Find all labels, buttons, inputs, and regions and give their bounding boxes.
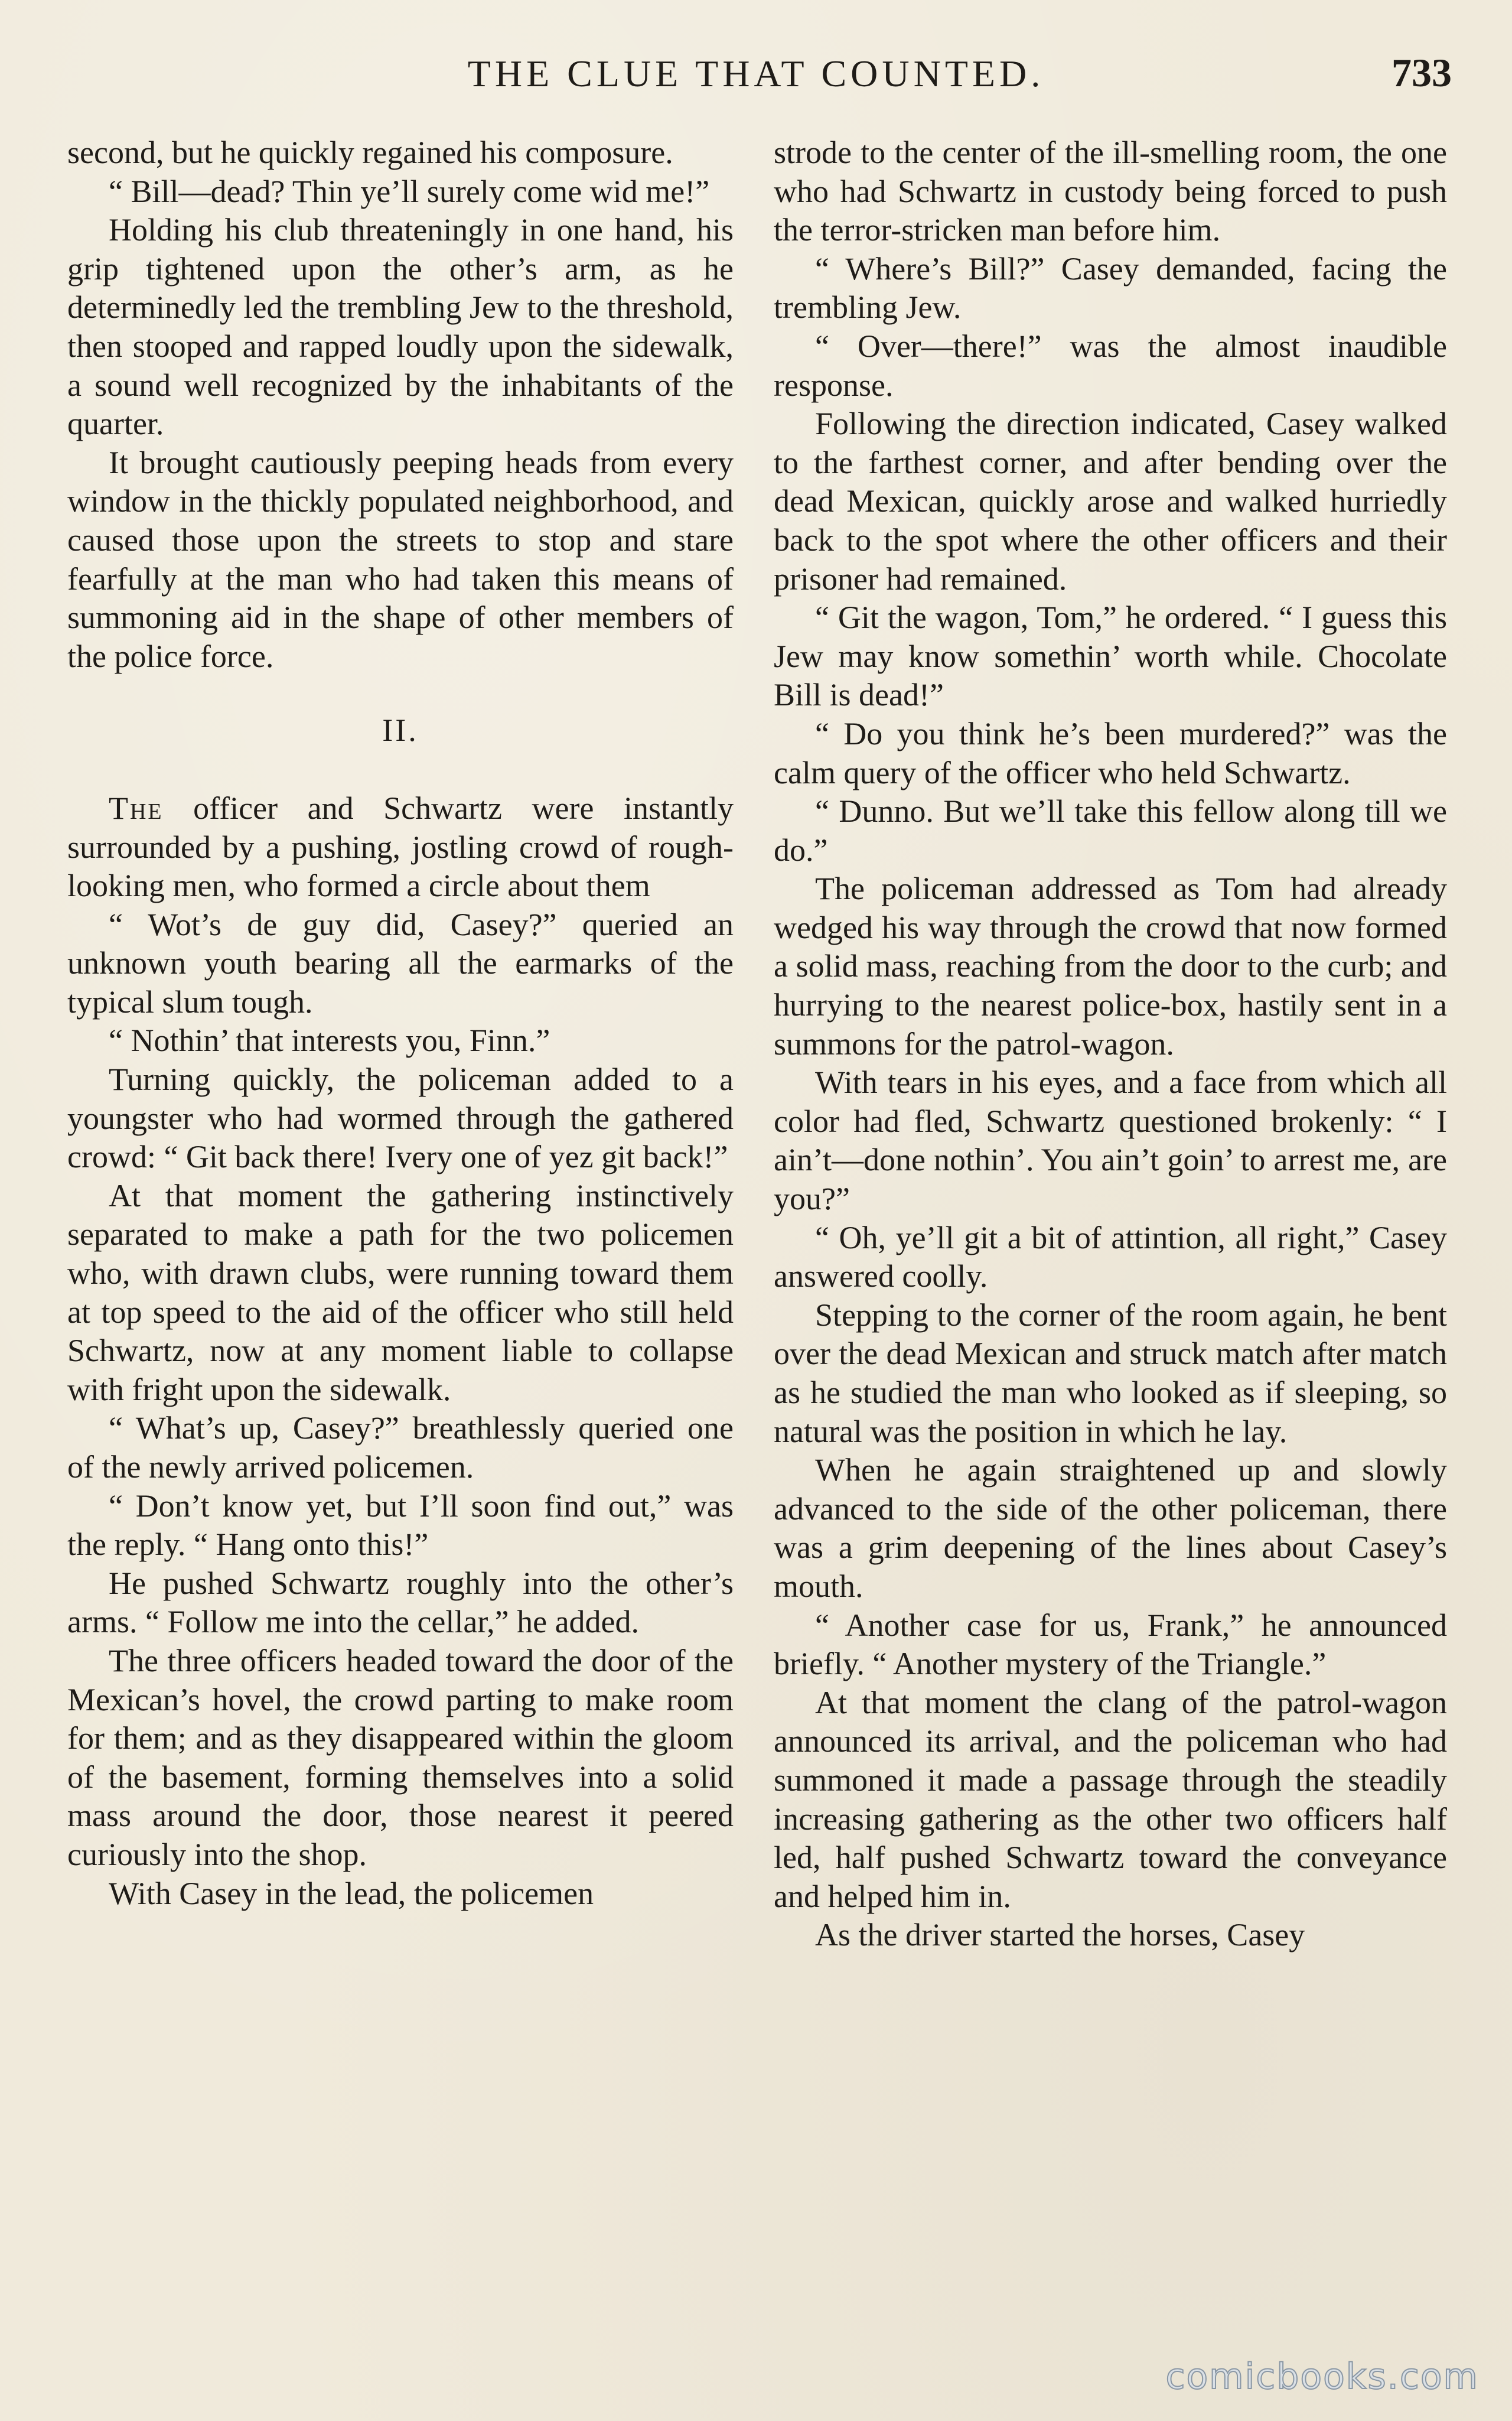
paragraph: “ Over—there!” was the almost inaudible response.	[774, 328, 1447, 403]
section-heading: II.	[382, 712, 419, 749]
paragraph	[67, 789, 734, 906]
page-number: 733	[1392, 50, 1452, 95]
paragraph: “ Oh, ye’ll git a bit of attintion, all right,” Casey answered coolly.	[774, 1219, 1447, 1294]
paragraph: The policeman addressed as Tom had already wedged his way through the crowd that now formed a solid mass, reaching from the door to the curb; and hurrying to the nearest police-box, hastily sent in a summons for the patrol-wagon.	[774, 871, 1447, 1062]
page-header	[0, 52, 1512, 105]
paragraph: He pushed Schwartz roughly into the other’s arms. “ Follow me into the cellar,” he added.	[67, 1565, 734, 1640]
paragraph: “ Nothin’ that interests you, Finn.”	[109, 1023, 550, 1059]
paragraph: When he again straightened up and slowly advanced to the side of the other policeman, there was a grim deepening of the lines about Casey’s mouth.	[774, 1452, 1447, 1604]
watermark-logo: comicbooks.com	[1165, 2356, 1479, 2397]
left-column	[67, 134, 734, 1913]
paragraph: As the driver started the horses, Casey	[815, 1917, 1305, 1953]
paragraph: Stepping to the corner of the room again, he bent over the dead Mexican and struck match after match as he studied the man who looked as if sleeping, so natural was the position in which he lay.	[774, 1297, 1447, 1449]
paragraph: Holding his club threateningly in one hand, his grip tightened upon the other’s arm, as he determinedly led the trembling Jew to the threshold, then stooped and rapped loudly upon the sidewalk, a sound well recognized by the inhabitants of the quarter.	[67, 212, 734, 442]
paragraph: “ Do you think he’s been murdered?” was the calm query of the officer who held Schwartz.	[774, 715, 1447, 790]
paragraph: At that moment the gathering instinctively separated to make a path for the two policemen who, with drawn clubs, were running toward them at top speed to the aid of the officer who still held Schwartz, now at any moment liable to collapse with fright upon the sidewalk.	[67, 1177, 734, 1407]
running-title: THE CLUE THAT COUNTED.	[467, 53, 1045, 95]
paragraph: “ What’s up, Casey?” breathlessly queried one of the newly arrived policemen.	[67, 1410, 734, 1485]
paragraph: “ Don’t know yet, but I’ll soon find out,” was the reply. “ Hang onto this!”	[67, 1488, 734, 1563]
drop-lead-word: The	[109, 790, 164, 826]
paragraph: With tears in his eyes, and a face from which all color had fled, Schwartz questioned brokenly: “ I ain’t—done nothin’. You ain’t goin’ to arrest me, are you?”	[774, 1065, 1447, 1217]
paragraph: “ Dunno. But we’ll take this fellow along till we do.”	[774, 793, 1447, 868]
paragraph: With Casey in the lead, the policemen	[109, 1875, 594, 1911]
paragraph: The three officers headed toward the door of the Mexican’s hovel, the crowd parting to make room for them; and as they disappeared within the gloom of the basement, forming themselves into a solid mass around the door, those nearest it peered curiously into the shop.	[67, 1642, 734, 1872]
paragraph: “ Where’s Bill?” Casey demanded, facing the trembling Jew.	[774, 250, 1447, 326]
paragraph-text: officer and Schwartz were instantly surrounded by a pushing, jostling crowd of rough-looking men, who formed a circle about them	[67, 790, 734, 904]
paragraph: second, but he quickly regained his composure.	[67, 135, 673, 170]
paragraph: It brought cautiously peeping heads from every window in the thickly populated neighborhood, and caused those upon the streets to stop and stare fearfully at the man who had taken this means of summoning aid in the shape of other members of the police force.	[67, 444, 734, 674]
paragraph: “ Another case for us, Frank,” he announced briefly. “ Another mystery of the Triangle.”	[774, 1607, 1447, 1682]
paragraph: “ Bill—dead? Thin ye’ll surely come wid me!”	[109, 173, 710, 209]
paragraph: Following the direction indicated, Casey walked to the farthest corner, and after bending over the dead Mexican, quickly arose and walked hurriedly back to the spot where the other officers and their prisoner had remained.	[774, 406, 1447, 597]
paragraph: “ Git the wagon, Tom,” he ordered. “ I guess this Jew may know somethin’ worth while. Chocolate Bill is dead!”	[774, 600, 1447, 713]
paragraph: strode to the center of the ill-smelling room, the one who had Schwartz in custody being forced to push the terror-stricken man before him.	[774, 135, 1447, 248]
right-column	[774, 134, 1447, 1955]
paragraph: At that moment the clang of the patrol-wagon announced its arrival, and the policeman who had summoned it made a passage through the steadily increasing gathering as the other two officers half led, half pushed Schwartz toward the conveyance and helped him in.	[774, 1684, 1447, 1914]
paragraph: “ Wot’s de guy did, Casey?” queried an unknown youth bearing all the earmarks of the typical slum tough.	[67, 906, 734, 1020]
paragraph: Turning quickly, the policeman added to a youngster who had wormed through the gathered crowd: “ Git back there! Ivery one of yez git back!”	[67, 1062, 734, 1175]
